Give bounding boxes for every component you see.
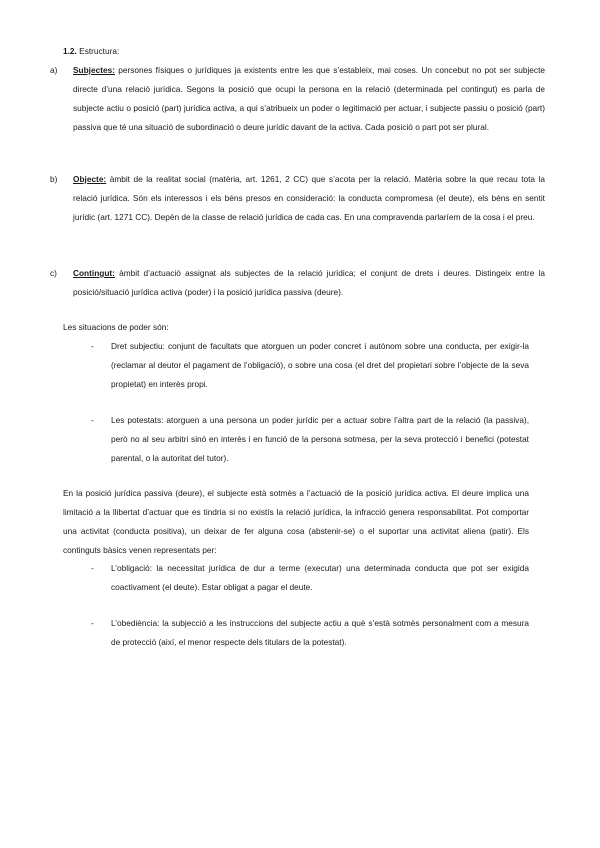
list-item-text: Les potestats: atorguen a una persona un poder jurídic per a actuar sobre l’altra part de la relació (la passiva), però no al seu arbitri sinó en interès i en funció de la persona sotmesa, per la seva protecció i benefici (potestat parental, o la autoritat del tutor). [111, 415, 529, 463]
section-heading [63, 42, 119, 61]
section-title: Estructura: [79, 46, 120, 56]
item-marker: c) [50, 268, 57, 278]
list-dash: - [91, 563, 94, 573]
item-body [73, 170, 545, 227]
item-term: Subjectes: [73, 65, 115, 75]
powers-intro: Les situacions de poder són: [63, 322, 169, 332]
list-dash: - [91, 618, 94, 628]
section-number: 1.2. [63, 46, 77, 56]
list-item-text: L’obediència: la subjecció a les instruccions del subjecte actiu a què s’està sotmès personalment com a mesura de protecció (així, el menor respecte dels titulars de la potestat). [111, 618, 529, 647]
item-term: Contingut: [73, 268, 115, 278]
item-marker: a) [50, 65, 58, 75]
list-item-text: Dret subjectiu: conjunt de facultats que atorguen un poder concret i autònom sobre una conducta, per exigir-la (reclamar al deutor el pagament de l’obligació), o sobre una cosa (el dret del propietari sobre l’objecte de la seva propietat) en interès propi. [111, 341, 529, 389]
item-text: persones físiques o jurídiques ja existents entre les que s’estableix, mai coses. Un concebut no pot ser subjecte directe d’una relació jurídica. Segons la posició que ocupi la persona en la relació (determinada pel contingut) es parla de subjecte actiu o posició (part) jurídica activa, a qui s’atribueix un poder o legitimació per actuar, i subjecte passiu o posició (part) passiva que té una situació de subordinació o deure jurídic davant de la activa. Cada posició o part pot ser plural. [73, 65, 545, 132]
item-body [73, 264, 545, 302]
list-item-text: L’obligació: la necessitat jurídica de dur a terme (executar) una determinada conducta que pot ser exigida coactivament (el deute). Estar obligat a pagar el deute. [111, 563, 529, 592]
item-text: àmbit de la realitat social (matèria, art. 1261, 2 CC) que s’acota per la relació. Matèria sobre la que recau tota la relació jurídica. Són els interessos i els béns presos en consideració: la conducta compromesa (el deute), els béns en sentit jurídic (art. 1271 CC). Depèn de la classe de relació jurídica de cada cas. En una compravenda parlaríem de la cosa i el preu. [73, 174, 545, 222]
list-dash: - [91, 341, 94, 351]
item-term: Objecte: [73, 174, 107, 184]
item-body [73, 61, 545, 137]
item-text: àmbit d’actuació assignat als subjectes de la relació jurídica; el conjunt de drets i deures. Distingeix entre la posició/situació jurídica activa (poder) i la posició jurídica passiva (deure). [73, 268, 545, 297]
list-dash: - [91, 415, 94, 425]
passive-paragraph: En la posició jurídica passiva (deure), el subjecte està sotmès a l’actuació de la posició jurídica activa. El deure implica una limitació a la llibertat d’actuar que es tindria si no existís la relació jurídica, la infracció genera responsabilitat. Pot comportar una activitat (conducta positiva), un deixar de fer alguna cosa (abstenir-se) o el suportar una activitat aliena (patir). Els continguts bàsics venen representats per: [63, 488, 529, 555]
item-marker: b) [50, 174, 58, 184]
